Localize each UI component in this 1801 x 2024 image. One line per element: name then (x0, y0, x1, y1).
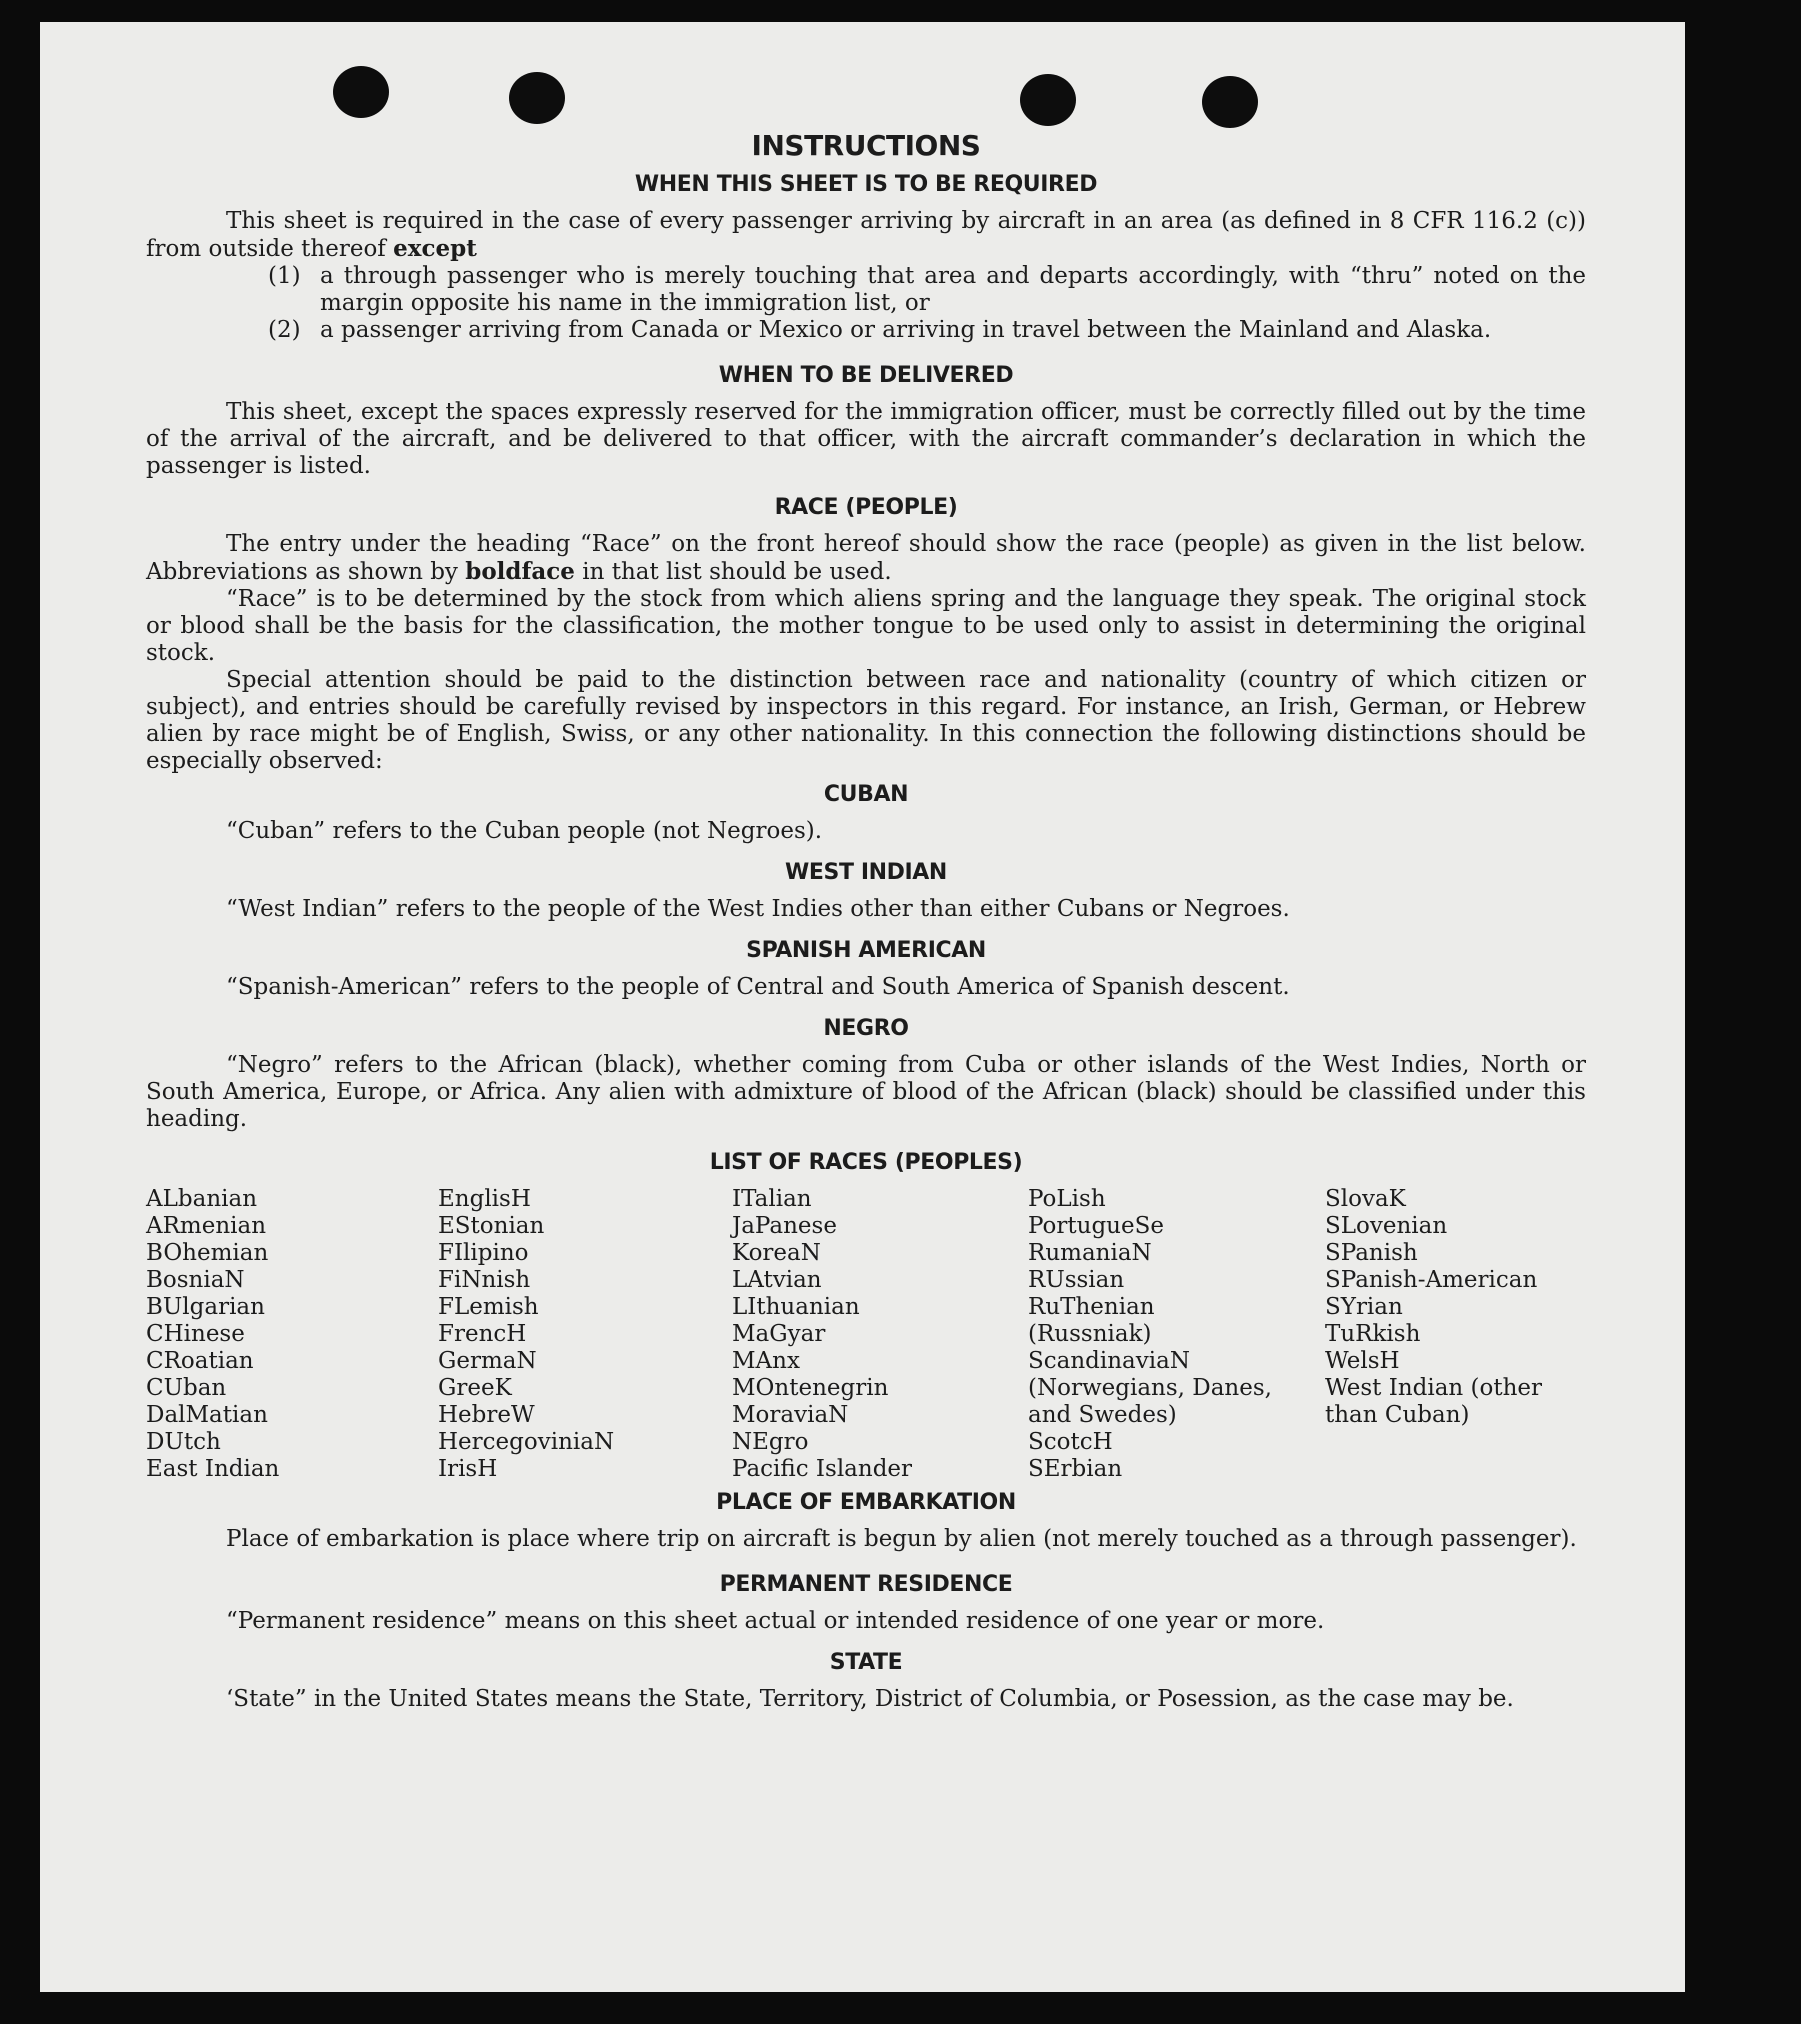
required-intro (146, 208, 1586, 263)
race-paragraph-3: Special attention should be paid to the distinction between race and nationality (country of which citizen or subject), and entries should be carefully revised by inspectors in this regard. For instance, an Irish, German, or Hebrew alien by race might be of English, Swiss, or any other nationality. In this connection the following distinctions should be especially observed: (146, 667, 1586, 774)
races-column (1028, 1186, 1325, 1483)
race-item: CHinese (146, 1321, 245, 1347)
race-item: ITalian (732, 1186, 812, 1212)
race-item: BOhemian (146, 1240, 269, 1266)
race-item: RumaniaN (1028, 1240, 1152, 1266)
race-item: ARmenian (146, 1213, 267, 1239)
punch-hole (1202, 76, 1258, 128)
document-page (40, 22, 1685, 1992)
race-item: SPanish (1325, 1240, 1418, 1266)
required-intro-except: except (393, 235, 477, 262)
race-item: IrisH (438, 1456, 498, 1482)
race-item: CRoatian (146, 1348, 254, 1374)
race-item: KoreaN (732, 1240, 821, 1266)
race-item: MoraviaN (732, 1402, 849, 1428)
race-paragraph-1 (146, 531, 1586, 586)
west-indian-paragraph: “West Indian” refers to the people of the West Indies other than either Cubans or Negroes. (226, 896, 1290, 922)
heading-negro: NEGRO (823, 1016, 909, 1041)
race-item: SPanish-American (1325, 1267, 1538, 1293)
race-item: LAtvian (732, 1267, 822, 1293)
exception-num: (2) (268, 317, 301, 343)
race-item: ALbanian (146, 1186, 258, 1212)
heading-race: RACE (PEOPLE) (774, 495, 958, 520)
heading-cuban: CUBAN (823, 782, 909, 807)
race-item: EnglisH (438, 1186, 531, 1212)
races-column (1325, 1186, 1585, 1483)
spanish-american-paragraph: “Spanish-American” refers to the people of Central and South America of Spanish descent. (226, 974, 1290, 1000)
exception-text: a passenger arriving from Canada or Mexico or arriving in travel between the Mainland and Alaska. (320, 317, 1492, 343)
race-item: FIlipino (438, 1240, 529, 1266)
race-p1-bold: boldface (465, 558, 575, 585)
race-item: CUban (146, 1375, 227, 1401)
race-item: DUtch (146, 1429, 221, 1455)
instructions-content (146, 129, 1586, 1713)
race-item: MaGyar (732, 1321, 826, 1347)
exception-text: a through passenger who is merely touching that area and departs accordingly, with “thru” noted on the margin opposite his name in the immigration list, or (320, 263, 1586, 316)
race-item: ScotcH (1028, 1429, 1113, 1455)
race-item: West Indian (other than Cuban) (1325, 1375, 1543, 1428)
race-item: GermaN (438, 1348, 537, 1374)
race-item: HercegoviniaN (438, 1429, 615, 1455)
punch-hole (509, 72, 565, 124)
heading-residence: PERMANENT RESIDENCE (719, 1572, 1013, 1597)
race-item: PoLish (1028, 1186, 1106, 1212)
negro-paragraph: “Negro” refers to the African (black), whether coming from Cuba or other islands of the West Indies, North or South America, Europe, or Africa. Any alien with admixture of blood of the African (black) should be classified under this heading. (146, 1052, 1586, 1132)
exception-item (268, 263, 1586, 317)
race-item: SlovaK (1325, 1186, 1406, 1212)
race-item: WelsH (1325, 1348, 1400, 1374)
delivered-paragraph: This sheet, except the spaces expressly reserved for the immigration officer, must be correctly filled out by the time of the arrival of the aircraft, and be delivered to that officer, with the aircraft commander’s declaration in which the passenger is listed. (146, 399, 1586, 479)
exception-num: (1) (268, 263, 301, 289)
cuban-paragraph: “Cuban” refers to the Cuban people (not Negroes). (226, 818, 823, 844)
race-paragraph-2: “Race” is to be determined by the stock from which aliens spring and the language they speak. The original stock or blood shall be the basis for the classification, the mother tongue to be used only to assist in determining the original stock. (146, 586, 1586, 666)
race-item: East Indian (146, 1456, 280, 1482)
race-item: DalMatian (146, 1402, 268, 1428)
race-item: MOntenegrin (732, 1375, 889, 1401)
exception-item (268, 317, 1586, 344)
race-item: LIthuanian (732, 1294, 860, 1320)
race-item: FLemish (438, 1294, 539, 1320)
race-item: Pacific Islander (732, 1456, 913, 1482)
punch-hole (1020, 74, 1076, 126)
race-item: BosniaN (146, 1267, 245, 1293)
required-intro-text: This sheet is required in the case of every passenger arriving by aircraft in an area (as defined in 8 CFR 116.2 (c)) from outside thereof (146, 208, 1586, 262)
residence-paragraph: “Permanent residence” means on this sheet actual or intended residence of one year or more. (226, 1608, 1325, 1634)
race-item: JaPanese (732, 1213, 837, 1239)
race-item: HebreW (438, 1402, 535, 1428)
race-item: SYrian (1325, 1294, 1403, 1320)
race-item: ScandinaviaN (Norwegians, Danes, and Swedes) (1028, 1348, 1272, 1428)
races-list (146, 1186, 1586, 1483)
race-item: RUssian (1028, 1267, 1125, 1293)
heading-when-delivered: WHEN TO BE DELIVERED (718, 363, 1014, 388)
race-item: FrencH (438, 1321, 527, 1347)
embarkation-paragraph: Place of embarkation is place where trip on aircraft is begun by alien (not merely touched as a through passenger). (226, 1526, 1577, 1552)
heading-when-required: WHEN THIS SHEET IS TO BE REQUIRED (634, 172, 1098, 197)
heading-embarkation: PLACE OF EMBARKATION (716, 1490, 1016, 1515)
race-p1-end: in that list should be used. (574, 559, 892, 585)
race-item: NEgro (732, 1429, 809, 1455)
race-item: SLovenian (1325, 1213, 1448, 1239)
heading-west-indian: WEST INDIAN (785, 860, 947, 885)
page-title: INSTRUCTIONS (751, 129, 981, 162)
race-item: EStonian (438, 1213, 545, 1239)
punch-hole (333, 66, 389, 118)
races-column (438, 1186, 732, 1483)
races-column (732, 1186, 1028, 1483)
state-paragraph: ‘State” in the United States means the State, Territory, District of Columbia, or Posession, as the case may be. (226, 1686, 1514, 1712)
race-item: RuThenian (Russniak) (1028, 1294, 1155, 1347)
race-item: MAnx (732, 1348, 800, 1374)
race-item: GreeK (438, 1375, 512, 1401)
race-item: SErbian (1028, 1456, 1123, 1482)
heading-spanish-american: SPANISH AMERICAN (746, 938, 986, 963)
race-p1-text: The entry under the heading “Race” on the front hereof should show the race (people) as given in the list below. Abbreviations as shown by (146, 531, 1586, 585)
race-item: BUlgarian (146, 1294, 265, 1320)
race-item: FiNnish (438, 1267, 531, 1293)
race-item: TuRkish (1325, 1321, 1421, 1347)
heading-state: STATE (829, 1650, 903, 1675)
races-column (146, 1186, 438, 1483)
heading-list-of-races: LIST OF RACES (PEOPLES) (709, 1150, 1023, 1175)
race-item: PortugueSe (1028, 1213, 1164, 1239)
